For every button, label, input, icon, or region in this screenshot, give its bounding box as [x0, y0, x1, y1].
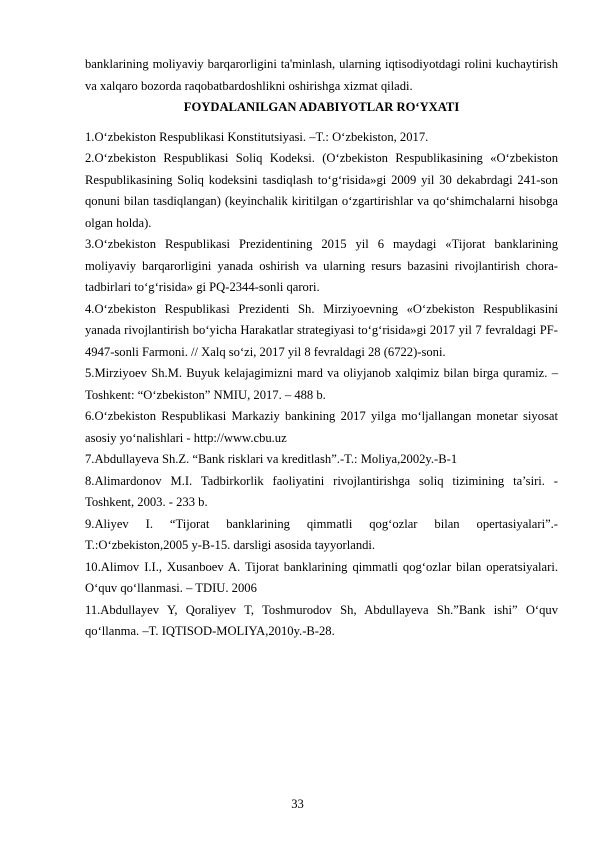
reference-item: 7.Abdullayeva Sh.Z. “Bank risklari va kreditlash”.-T.: Moliya,2002y.-B-1 [85, 452, 458, 466]
intro-paragraph: banklarining moliyaviy barqarorligini ta'minlash, ularning iqtisodiyotdagi rolini kuchaytirish va xalqaro bozorda raqobatbardoshlikni oshirishga xizmat qiladi. [85, 57, 558, 93]
reference-item: 9.Aliyev I. “Tijorat banklarining qimmatli qog‘ozlar bilan opertasiyalari”.-T.:O‘zbekiston,2005 y-B-15. darsligi asosida tayyorlandi. [85, 516, 558, 552]
reference-item: 5.Mirziyoev Sh.M. Buyuk kelajagimizni mard va oliyjanob xalqimiz bilan birga quramiz. – Toshkent: “O‘zbekiston” NMIU, 2017. – 488 b. [85, 366, 558, 402]
reference-item: 8.Alimardonov M.I. Tadbirkorlik faoliyatini rivojlantirishga soliq tizimining ta’siri. - Toshkent, 2003. - 233 b. [85, 473, 558, 509]
reference-item: 2.O‘zbekiston Respublikasi Soliq Kodeksi. (O‘zbekiston Respublikasining «O‘zbekiston Respublikasining Soliq kodeksini tasdiqlash to‘g‘risida»gi 2009 yil 30 dekabrdagi 241-son qonuni bilan tasdiqlangan) (keyinchalik kiritilgan o‘zgartirishlar va qo‘shimchalarni hisobga olgan holda). [85, 151, 558, 230]
reference-item: 11.Abdullayev Y, Qoraliyev T, Toshmurodov Sh, Abdullayeva Sh.”Bank ishi” O‘quv qo‘llanma. –T. IQTISOD-MOLIYA,2010y.-B-28. [85, 602, 558, 638]
reference-item: 10.Alimov I.I., Xusanboev A. Tijorat banklarining qimmatli qog‘ozlar bilan operatsiyalari. O‘quv qo‘llanmasi. – TDIU. 2006 [85, 559, 558, 595]
references-heading: FOYDALANILGAN ADABIYOTLAR RO‘YXATI [183, 100, 460, 114]
reference-item: 1.O‘zbekiston Respublikasi Konstitutsiyasi. –T.: O‘zbekiston, 2017. [85, 129, 429, 144]
reference-item: 4.O‘zbekiston Respublikasi Prezidenti Sh. Mirziyoevning «O‘zbekiston Respublikasini yanada rivojlantirish bo‘yicha Harakatlar strategiyasi to‘g‘risida»gi 2017 yil 7 fevraldagi PF-4947-sonli Farmoni. // Xalq so‘zi, 2017 yil 8 fevraldagi 28 (6722)-soni. [85, 301, 558, 359]
reference-list [85, 127, 558, 643]
page-number: 33 [291, 797, 304, 811]
reference-item: 3.O‘zbekiston Respublikasi Prezidentining 2015 yil 6 maydagi «Tijorat banklarining moliyaviy barqarorligini yanada oshirish va ularning resurs bazasini rivojlantirish chora-tadbirlari to‘g‘risida» gi PQ-2344-sonli qarori. [85, 237, 558, 294]
document-page [85, 54, 558, 643]
reference-item: 6.O‘zbekiston Respublikasi Markaziy bankining 2017 yilga mo‘ljallangan monetar siyosat asosiy yo‘nalishlari - http://www.cbu.uz [85, 409, 558, 445]
